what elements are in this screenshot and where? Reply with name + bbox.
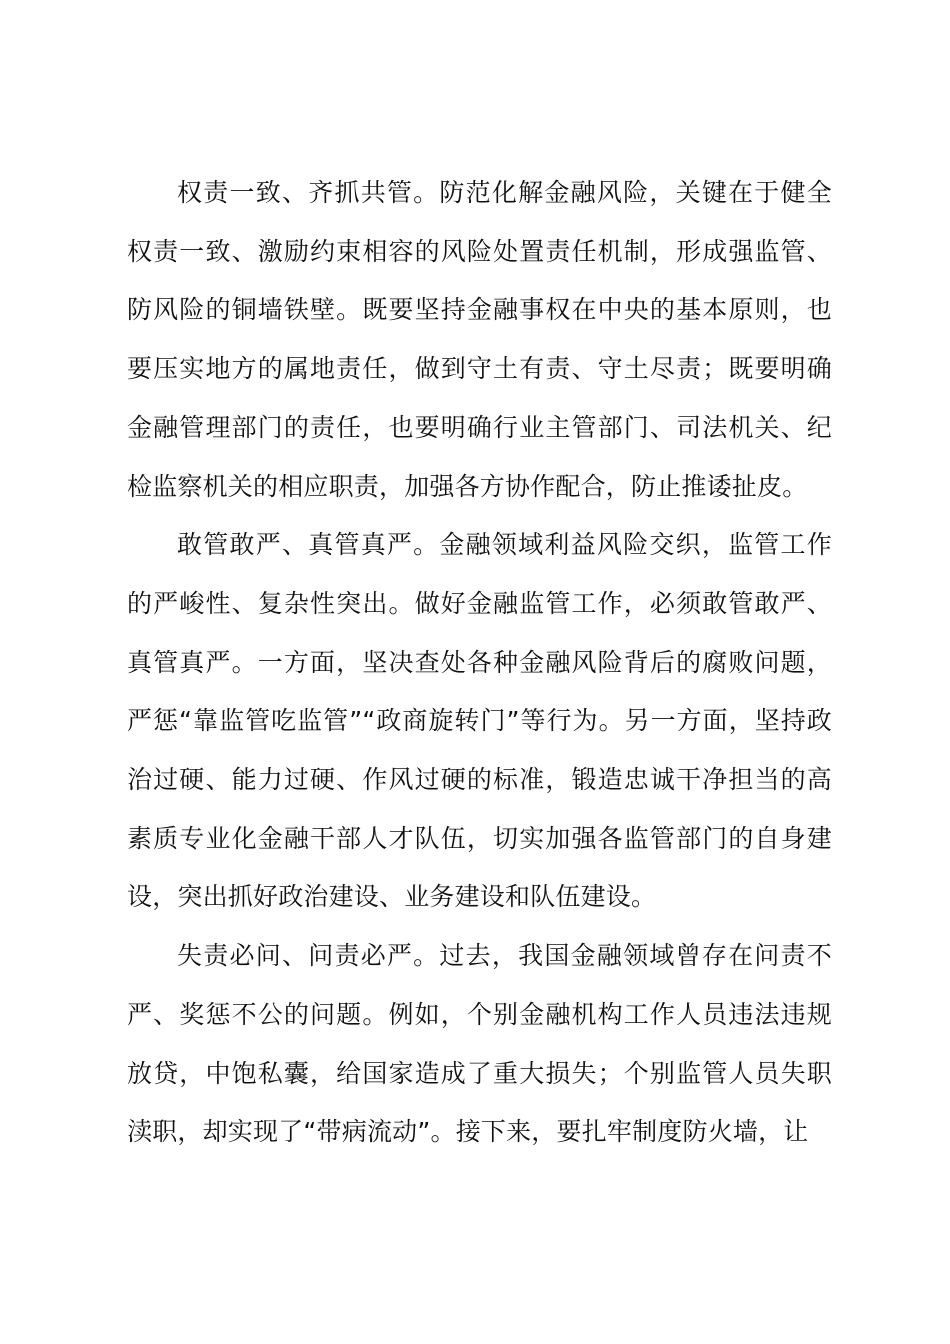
paragraph-accountability: 权责一致、齐抓共管。防范化解金融风险，关键在于健全权责一致、激励约束相容的风险处置责任机制，形成强监管、防风险的铜墙铁壁。既要坚持金融事权在中央的基本原则，也要压实地方的属地责任，做到守土有责、守土尽责；既要明确金融管理部门的责任，也要明确行业主管部门、司法机关、纪检监察机关的相应职责，加强各方协作配合，防止推诿扯皮。 <box>127 178 832 501</box>
paragraph-strict-supervision: 敢管敢严、真管真严。金融领域利益风险交织，监管工作的严峻性、复杂性突出。做好金融监管工作，必须敢管敢严、真管真严。一方面，坚决查处各种金融风险背后的腐败问题，严惩“靠监管吃监管”“政商旋转门”等行为。另一方面，坚持政治过硬、能力过硬、作风过硬的标准，锻造忠诚干净担当的高素质专业化金融干部人才队伍，切实加强各监管部门的自身建设，突出抓好政治建设、业务建设和队伍建设。 <box>127 530 832 912</box>
paragraph-accountability-enforcement: 失责必问、问责必严。过去，我国金融领域曾存在问责不严、奖惩不公的问题。例如，个别金融机构工作人员违法违规放贷，中饱私囊，给国家造成了重大损失；个别监管人员失职渎职，却实现了“带病流动”。接下来，要扎牢制度防火墙，让 <box>127 941 832 1147</box>
document-body <box>127 164 832 1162</box>
